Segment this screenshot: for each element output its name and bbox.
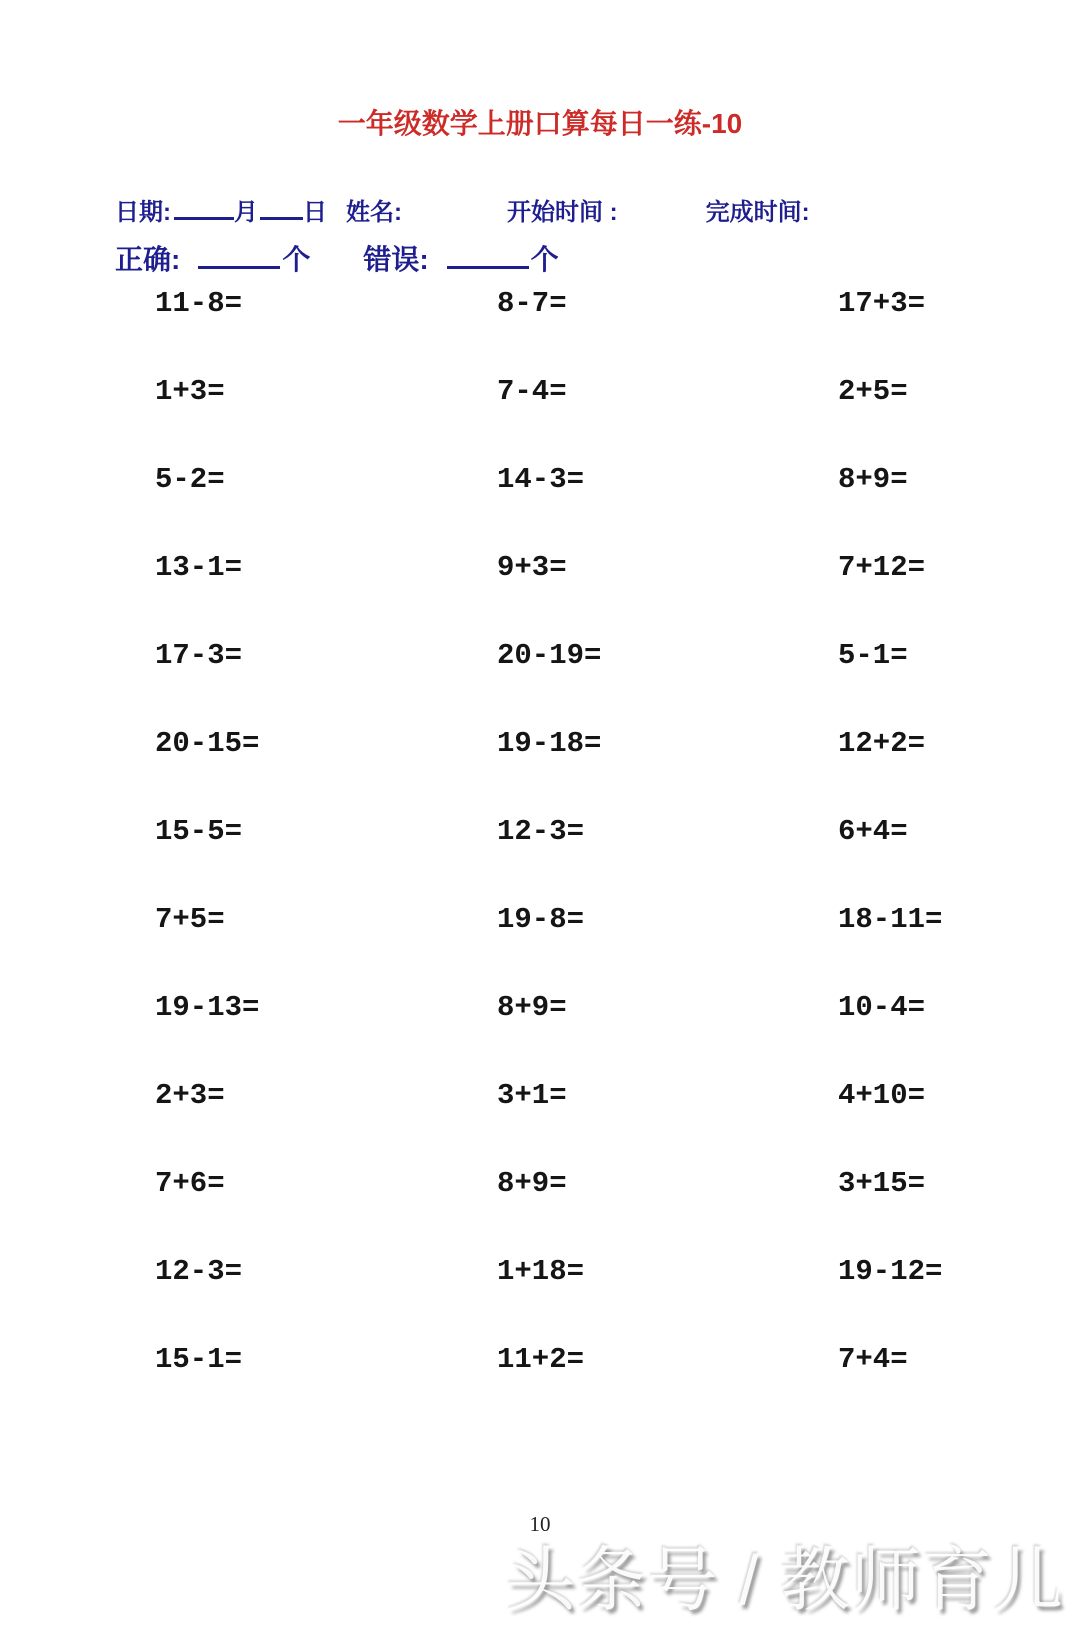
date-month-blank [174,197,234,220]
problem-expression: 2+5= [838,375,908,408]
page-number: 10 [529,1512,551,1536]
problem-expression: 8+9= [838,463,908,496]
problem-expression: 20-19= [497,639,602,672]
problem-expression: 11+2= [497,1343,585,1376]
problem-expression: 12-3= [497,815,585,848]
problem-expression: 7+6= [155,1167,225,1200]
problem-expression: 19-18= [497,727,602,760]
problem-expression: 8-7= [497,287,567,320]
problem-expression: 5-1= [838,639,908,672]
problem-expression: 15-1= [155,1343,243,1376]
date-label: 日期: [115,199,171,226]
problem-expression: 14-3= [497,463,585,496]
wrong-unit-label: 个 [530,244,559,275]
correct-unit-label: 个 [282,244,311,275]
worksheet-page [0,106,1080,1619]
problem-expression: 9+3= [497,551,567,584]
day-label: 日 [303,199,327,226]
problems-grid [155,287,1080,1431]
wrong-count-blank [447,246,529,269]
problem-expression: 2+3= [155,1079,225,1112]
finish-time-label: 完成时间: [705,199,810,226]
problem-expression: 1+3= [155,375,225,408]
correct-count-blank [198,246,280,269]
problem-expression: 7+4= [838,1343,908,1376]
problem-expression: 5-2= [155,463,225,496]
watermark: 头条号 / 教师育儿 [505,1541,1064,1619]
problem-expression: 7-4= [497,375,567,408]
problem-expression: 8+9= [497,1167,567,1200]
problem-expression: 8+9= [497,991,567,1024]
problem-expression: 18-11= [838,903,943,936]
problem-expression: 7+12= [838,551,926,584]
problem-expression: 19-8= [497,903,585,936]
problem-expression: 19-13= [155,991,260,1024]
problem-expression: 6+4= [838,815,908,848]
problem-expression: 17-3= [155,639,243,672]
problem-expression: 12+2= [838,727,926,760]
problem-expression: 3+15= [838,1167,926,1200]
problem-expression: 3+1= [497,1079,567,1112]
problem-expression: 4+10= [838,1079,926,1112]
problem-expression: 12-3= [155,1255,243,1288]
problem-expression: 10-4= [838,991,926,1024]
correct-label: 正确: [115,244,181,275]
meta-line-score [0,240,1080,280]
problem-expression: 19-12= [838,1255,943,1288]
month-label: 月 [234,199,258,226]
problem-expression: 15-5= [155,815,243,848]
problem-expression: 13-1= [155,551,243,584]
problem-expression: 17+3= [838,287,926,320]
page-title: 一年级数学上册口算每日一练-10 [337,108,743,139]
problem-expression: 1+18= [497,1255,585,1288]
problem-expression: 20-15= [155,727,260,760]
meta-line-date [0,195,1080,231]
problem-expression: 11-8= [155,287,243,320]
name-label: 姓名: [346,199,402,226]
wrong-label: 错误: [363,244,429,275]
problem-expression: 7+5= [155,903,225,936]
date-day-blank [260,197,303,220]
start-time-label: 开始时间 : [507,199,618,226]
